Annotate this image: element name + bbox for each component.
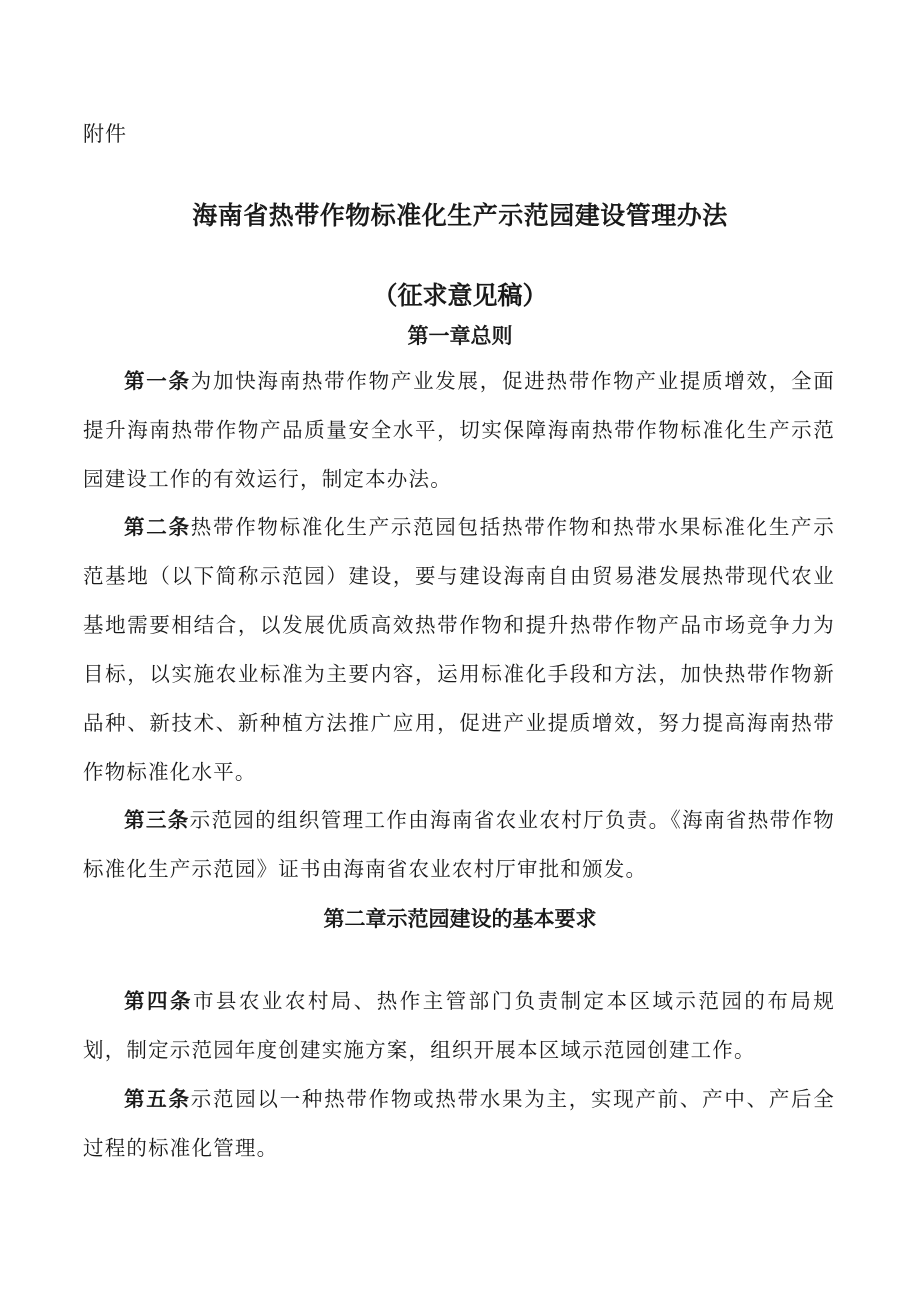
chapter-1-heading: 第一章总则 <box>407 324 513 348</box>
article-1-label: 第一条 <box>124 369 191 393</box>
article-4-text: 市县农业农村局、热作主管部门负责制定本区域示范园的布局规划，制定示范园年度创建实施方案，组织开展本区域示范园创建工作。 <box>83 989 835 1062</box>
article-5-label: 第五条 <box>124 1087 191 1111</box>
article-2-text: 热带作物标准化生产示范园包括热带作物和热带水果标准化生产示范基地（以下简称示范园）建设，要与建设海南自由贸易港发展热带现代农业基地需要相结合，以发展优质高效热带作物和提升热带作物产品市场竞争力为目标，以实施农业标准为主要内容，运用标准化手段和方法，加快热带作物新品种、新技术、新种植方法推广应用，促进产业提质增效，努力提高海南热带作物标准化水平。 <box>83 515 835 784</box>
document-title: 海南省热带作物标准化生产示范园建设管理办法 <box>192 201 728 230</box>
article-1 <box>83 357 835 504</box>
article-5-text: 示范园以一种热带作物或热带水果为主，实现产前、产中、产后全过程的标准化管理。 <box>83 1087 835 1160</box>
article-1-text: 为加快海南热带作物产业发展，促进热带作物产业提质增效，全面提升海南热带作物产品质量安全水平，切实保障海南热带作物标准化生产示范园建设工作的有效运行，制定本办法。 <box>83 369 835 491</box>
article-3-label: 第三条 <box>124 808 190 832</box>
article-2-label: 第二条 <box>124 515 191 539</box>
article-4-label: 第四条 <box>124 989 193 1013</box>
attachment-label: 附件 <box>83 122 127 146</box>
chapter-2-heading: 第二章示范园建设的基本要求 <box>323 907 597 931</box>
article-5 <box>83 1075 835 1173</box>
document-subtitle: （征求意见稿） <box>372 281 548 310</box>
article-2 <box>83 503 835 797</box>
article-3-text: 示范园的组织管理工作由海南省农业农村厅负责。《海南省热带作物标准化生产示范园》证书由海南省农业农村厅审批和颁发。 <box>83 808 836 881</box>
article-4 <box>83 977 835 1075</box>
article-3 <box>83 796 835 894</box>
